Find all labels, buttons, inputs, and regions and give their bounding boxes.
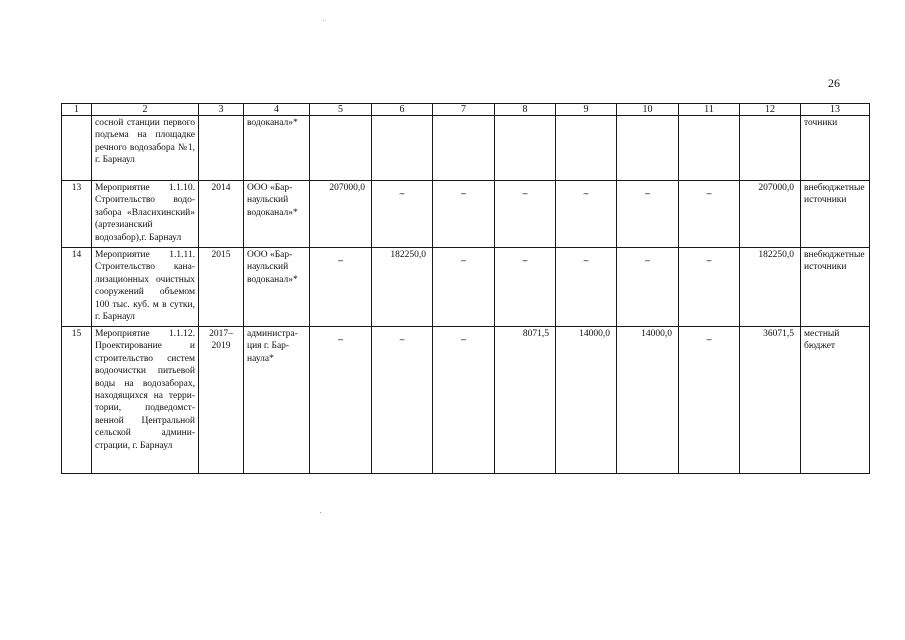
table-row — [62, 248, 870, 327]
activity-executor: ООО «Барнаульский водоканал»* — [244, 181, 310, 248]
activity-year: 2014 — [199, 181, 244, 248]
activity-executor: администрация г. Барнаула* — [244, 327, 310, 474]
page-number: 26 — [828, 76, 840, 90]
column-header: 11 — [679, 104, 740, 116]
activity-name: Мероприятие 1.1.11. Строительство канализационных очистных сооружений объемом 100 тыс. куб. м в сутки, г. Барнаул — [92, 248, 199, 327]
value-cell — [310, 116, 372, 181]
funding-source: внебюджетные источники — [801, 181, 870, 248]
value-cell — [679, 181, 740, 248]
value-cell — [433, 327, 495, 474]
value-cell: 207000,0 — [740, 181, 801, 248]
value-cell — [495, 248, 556, 327]
funding-source: внебюджетные источники — [801, 248, 870, 327]
value-cell — [433, 116, 495, 181]
value-cell — [617, 181, 679, 248]
activity-executor: водоканал»* — [244, 116, 310, 181]
scan-speck — [320, 512, 321, 513]
column-header: 1 — [62, 104, 92, 116]
dash-mark: – — [645, 256, 650, 266]
table-row — [62, 327, 870, 474]
dash-mark: – — [583, 189, 589, 199]
value-cell — [372, 116, 433, 181]
dash-mark: – — [706, 335, 712, 345]
row-number — [62, 116, 92, 181]
column-header: 8 — [495, 104, 556, 116]
dash-mark: – — [461, 256, 466, 266]
value-cell — [433, 181, 495, 248]
value-cell — [372, 327, 433, 474]
value-cell: 14000,0 — [556, 327, 617, 474]
value-cell — [556, 116, 617, 181]
dash-mark: – — [399, 335, 405, 345]
column-header: 9 — [556, 104, 617, 116]
value-cell — [433, 248, 495, 327]
column-header: 6 — [372, 104, 433, 116]
value-cell — [495, 181, 556, 248]
value-cell: 207000,0 — [310, 181, 372, 248]
funding-source: местный бюджет — [801, 327, 870, 474]
value-cell — [556, 248, 617, 327]
column-header: 10 — [617, 104, 679, 116]
dash-mark: – — [706, 189, 712, 199]
value-cell — [740, 116, 801, 181]
dash-mark: – — [522, 189, 528, 199]
dash-mark: – — [399, 189, 405, 199]
value-cell — [310, 248, 372, 327]
activity-year: 2017–2019 — [199, 327, 244, 474]
dash-mark: – — [706, 256, 712, 266]
value-cell: 182250,0 — [372, 248, 433, 327]
activity-name: сосной станции первого подъема на площадке речного водозабора №1, г. Барнаул — [92, 116, 199, 181]
activity-name: Мероприятие 1.1.10. Строительство водозабора «Власихинский» (артезианский водозабор),г. Барнаул — [92, 181, 199, 248]
column-header: 13 — [801, 104, 870, 116]
value-cell — [556, 181, 617, 248]
value-cell: 36071,5 — [740, 327, 801, 474]
dash-mark: – — [461, 335, 466, 345]
column-header: 5 — [310, 104, 372, 116]
dash-mark: – — [461, 189, 466, 199]
dash-mark: – — [583, 256, 589, 266]
column-header: 7 — [433, 104, 495, 116]
activity-year — [199, 116, 244, 181]
funding-source: точники — [801, 116, 870, 181]
value-cell: 182250,0 — [740, 248, 801, 327]
column-header: 2 — [92, 104, 199, 116]
scan-speck — [323, 20, 324, 21]
value-cell — [617, 116, 679, 181]
value-cell — [679, 116, 740, 181]
activity-name: Мероприятие 1.1.12. Проектирование и строительство систем водоочистки питьевой воды на водозаборах, находящихся на территории, подведомственной Центральной сельской администрации, г. Барнаул — [92, 327, 199, 474]
value-cell — [679, 327, 740, 474]
table-row — [62, 181, 870, 248]
table-row — [62, 116, 870, 181]
column-header: 12 — [740, 104, 801, 116]
activity-year: 2015 — [199, 248, 244, 327]
dash-mark: – — [338, 335, 343, 345]
row-number: 15 — [62, 327, 92, 474]
column-header: 4 — [244, 104, 310, 116]
value-cell: 8071,5 — [495, 327, 556, 474]
value-cell — [679, 248, 740, 327]
value-cell — [617, 248, 679, 327]
dash-mark: – — [522, 256, 528, 266]
program-table — [61, 103, 870, 474]
activity-executor: ООО «Барнаульский водоканал»* — [244, 248, 310, 327]
dash-mark: – — [645, 189, 650, 199]
column-header: 3 — [199, 104, 244, 116]
row-number: 14 — [62, 248, 92, 327]
value-cell — [310, 327, 372, 474]
dash-mark: – — [338, 256, 343, 266]
value-cell — [372, 181, 433, 248]
row-number: 13 — [62, 181, 92, 248]
value-cell: 14000,0 — [617, 327, 679, 474]
value-cell — [495, 116, 556, 181]
header-row — [62, 104, 870, 116]
